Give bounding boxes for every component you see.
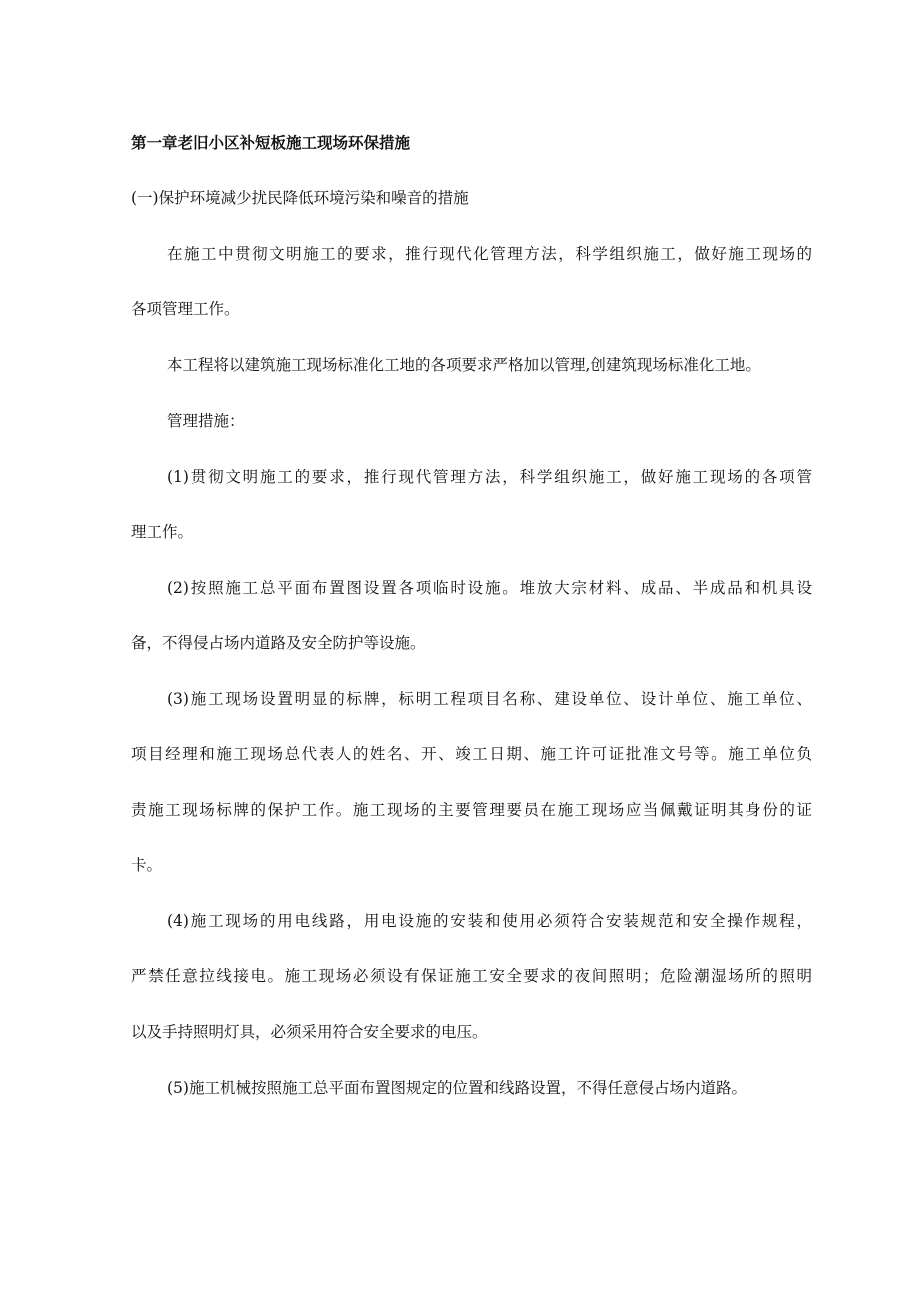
item-4-line-3: 以及手持照明灯具，必须采用符合安全要求的电压。 (131, 1023, 488, 1041)
paragraph-1-line-1: 在施工中贯彻文明施工的要求，推行现代化管理方法，科学组织施工，做好施工现场的 (167, 245, 812, 263)
item-4-line-1: (4)施工现场的用电线路，用电设施的安装和使用必须符合安装规范和安全操作规程， (167, 912, 812, 930)
section-heading: (一)保护环境减少扰民降低环境污染和噪音的措施 (131, 189, 469, 207)
item-3-line-2: 项目经理和施工现场总代表人的姓名、开、竣工日期、施工许可证批准文号等。施工单位负 (131, 745, 812, 763)
item-5: (5)施工机械按照施工总平面布置图规定的位置和线路设置，不得任意侵占场内道路。 (167, 1079, 747, 1097)
item-2-line-2: 备，不得侵占场内道路及安全防护等设施。 (131, 634, 426, 652)
paragraph-2: 本工程将以建筑施工现场标准化工地的各项要求严格加以管理,创建筑现场标准化工地。 (167, 356, 761, 374)
item-3-line-1: (3)施工现场设置明显的标牌，标明工程项目名称、建设单位、设计单位、施工单位、 (167, 690, 812, 708)
item-1-line-2: 理工作。 (131, 523, 194, 541)
item-4-line-2: 严禁任意拉线接电。施工现场必须设有保证施工安全要求的夜间照明；危险潮湿场所的照明 (131, 967, 812, 985)
item-2-line-1: (2)按照施工总平面布置图设置各项临时设施。堆放大宗材料、成品、半成品和机具设 (167, 579, 812, 597)
item-1-line-1: (1)贯彻文明施工的要求，推行现代管理方法，科学组织施工，做好施工现场的各项管 (167, 468, 812, 486)
item-3-line-4: 卡。 (131, 856, 163, 874)
chapter-title: 第一章老旧小区补短板施工现场环保措施 (131, 134, 411, 152)
paragraph-1-line-2: 各项管理工作。 (131, 300, 240, 318)
item-3-line-3: 责施工现场标牌的保护工作。施工现场的主要管理要员在施工现场应当佩戴证明其身份的证 (131, 801, 812, 819)
measures-label: 管理措施： (167, 412, 245, 430)
